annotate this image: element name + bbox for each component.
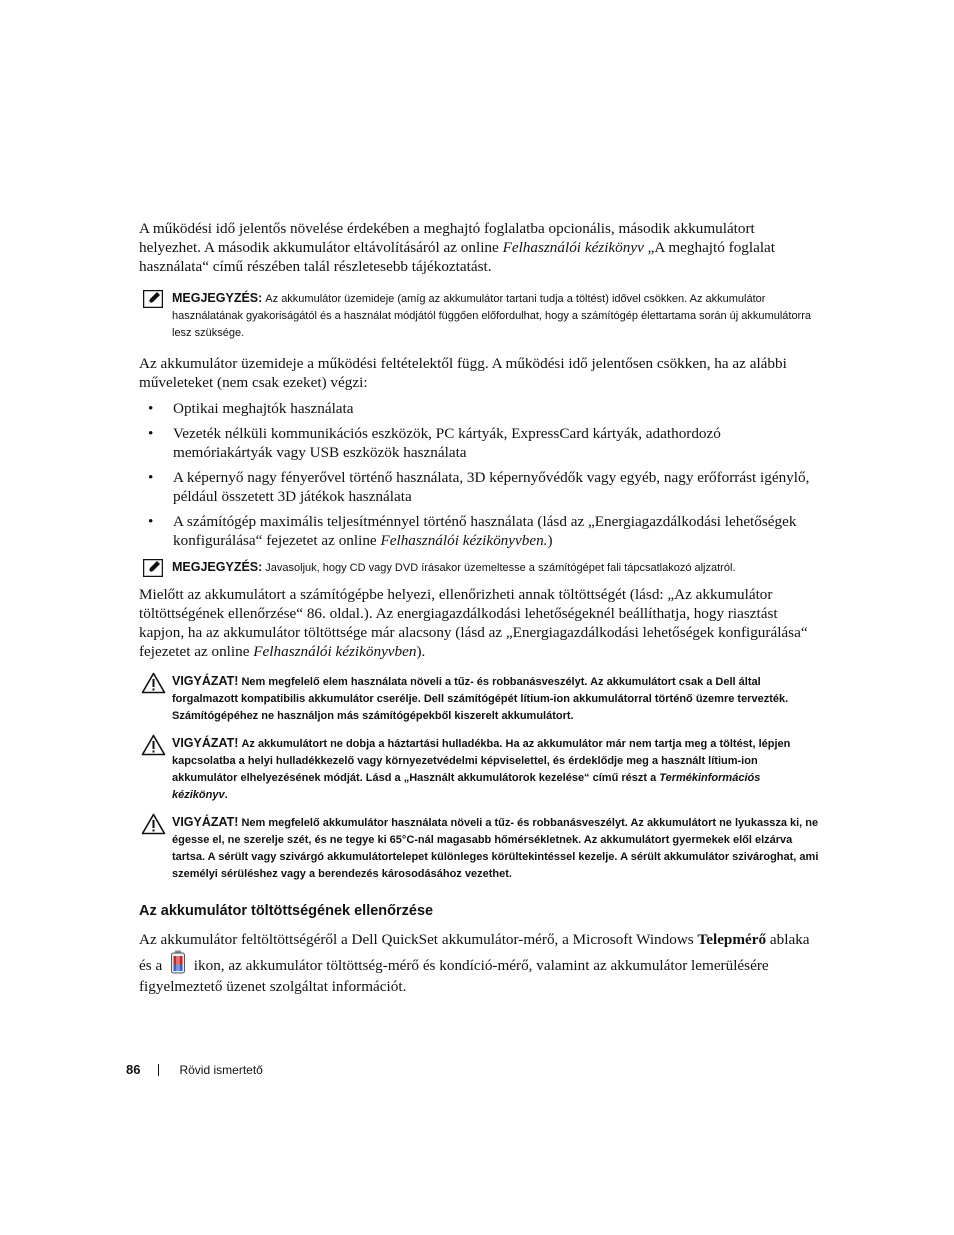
- runtime-factors-list: [139, 399, 819, 550]
- list-item: • Vezeték nélküli kommunikációs eszközök, PC kártyák, ExpressCard kártyák, adathordozó memóriakártyák vagy USB eszközök használata: [148, 425, 721, 461]
- section-heading: Az akkumulátor töltöttségének ellenőrzése: [139, 903, 434, 919]
- caution-label: VIGYÁZAT!: [172, 736, 239, 750]
- caution-text: Nem megfelelő elem használata növeli a tűz- és robbanásveszélyt. Az akkumulátort csak a Dell által forgalmazott kompatibilis akkumulátor cserélje. Dell számítógépét lítium-ion akkumulátorral történő üzemre tervezték. Számítógépéhez ne használjon más számítógépekből kiszerelt akkumulátort.: [172, 676, 789, 722]
- intro-paragraph: A működési idő jelentős növelése érdekében a meghajtó foglalatba opcionális, második akkumulátort helyezhet. A második akkumulátor eltávolításáról az online Felhasználói kézikönyv „A meghajtó foglalat használata“ című részében talál részletesebb tájékoztatást.: [139, 220, 776, 275]
- note-text: Az akkumulátor üzemideje (amíg az akkumulátor tartani tudja a töltést) idővel csökken. Az akkumulátor használatának gyakoriságától és a használat módjától függően előfordulhat, hogy a számítógép élettartama során új akkumulátorra lesz szüksége.: [172, 293, 811, 339]
- caution-label: VIGYÁZAT!: [172, 674, 239, 688]
- runtime-paragraph: Az akkumulátor üzemideje a működési feltételektől függ. A működési idő jelentősen csökken, ha az alábbi műveleteket (nem csak ezeket) végzi:: [139, 355, 787, 391]
- note-label: MEGJEGYZÉS:: [172, 291, 263, 305]
- page-content: [139, 219, 819, 997]
- warning-triangle-icon: [141, 672, 166, 694]
- footer-section-title: Rövid ismertető: [179, 1063, 263, 1077]
- note-battery-life: [139, 290, 819, 342]
- list-item: • A képernyő nagy fényerővel történő használata, 3D képernyővédők vagy egyéb, nagy erőforrást igénylő, például összetett 3D játékok használata: [148, 469, 810, 505]
- note-pencil-icon: [143, 290, 163, 308]
- power-meter-name: Telepmérő: [697, 931, 767, 948]
- list-item: • Optikai meghajtók használata: [148, 400, 354, 417]
- caution-incompatible-battery: [139, 673, 819, 725]
- check-charge-paragraph: Mielőtt az akkumulátort a számítógépbe helyezi, ellenőrizheti annak töltöttségét (lásd: „Az akkumulátor töltöttségének ellenőrzése“ 86. oldal.). Az energiagazdálkodási lehetőségeknél beállíthatja, hogy riasztást kapjon, ha az akkumulátor töltöttsége már alacsony (lásd az „Energiagazdálkodási lehetőségek konfigurálása“ fejezetet az online Felhasználói kézikönyvben).: [139, 586, 808, 660]
- caution-damage: [139, 814, 819, 883]
- caution-text: Nem megfelelő akkumulátor használata növeli a tűz- és robbanásveszélyt. Az akkumulátort ne lyukassza ki, ne égesse el, ne szerelje szét, és ne tegye ki 65°C-nál magasabb hőmérsékletnek. Az akkumulátort gyermekek elől elzárva tartsa. A sérült vagy szivárgó akkumulátortelepet különleges körültekintéssel kezelje. A sérült akkumulátor szivároghat, ami személyi sérüléshez vagy a berendezés károsodásához vezethet.: [172, 817, 819, 880]
- note-cd-dvd: [139, 559, 819, 577]
- note-text: Javasoljuk, hogy CD vagy DVD írásakor üzemeltesse a számítógépet fali tápcsatlakozó aljzatról.: [265, 562, 736, 574]
- warning-triangle-icon: [141, 734, 166, 756]
- battery-status-paragraph: Az akkumulátor feltöltöttségéről a Dell QuickSet akkumulátor-mérő, a Microsoft Windows Telepmérő ablaka és a ikon, az akkumulátor töltöttség-mérő és kondíció-mérő, valamint az akkumulátor lemerülésére figyelmeztető üzenet szolgáltat információt.: [139, 931, 810, 995]
- caution-label: VIGYÁZAT!: [172, 815, 239, 829]
- product-info-guide-title: Termékinformációs kézikönyv: [172, 772, 761, 801]
- page-footer: [126, 1062, 263, 1077]
- note-label: MEGJEGYZÉS:: [172, 560, 263, 574]
- note-pencil-icon: [143, 559, 163, 577]
- manual-title: Felhasználói kézikönyv: [502, 239, 644, 256]
- caution-disposal: VIGYÁZAT! Az akkumulátort ne dobja a háztartási hulladékba. Ha az akkumulátor már nem tartja meg a töltést, lépjen kapcsolatba a helyi hulladékkezelő vagy környezetvédelmi képviselettel, és érdeklődje meg a használt lítium-ion akkumulátor elhelyezésének módját. Lásd a „Használt akkumulátorok kezelése“ című részt a Termékinformációs kézikönyv.: [139, 735, 819, 804]
- footer-divider: [158, 1064, 159, 1076]
- warning-triangle-icon: [141, 813, 166, 835]
- battery-icon: [170, 950, 186, 974]
- caution-text: Az akkumulátort ne dobja a háztartási hulladékba. Ha az akkumulátor már nem tartja meg a töltést, lépjen kapcsolatba a helyi hulladékkezelő vagy környezetvédelmi képviselettel, és érdeklődje meg a használt lítium-ion akkumulátor elhelyezésének módját. Lásd a „Használt akkumulátorok kezelése“ című részt a: [172, 738, 791, 784]
- page-number: 86: [126, 1062, 141, 1077]
- list-item: • A számítógép maximális teljesítménnyel történő használata (lásd az „Energiagazdálkodási lehetőségek konfigurálása“ fejezetet az online Felhasználói kézikönyvben.): [148, 513, 797, 549]
